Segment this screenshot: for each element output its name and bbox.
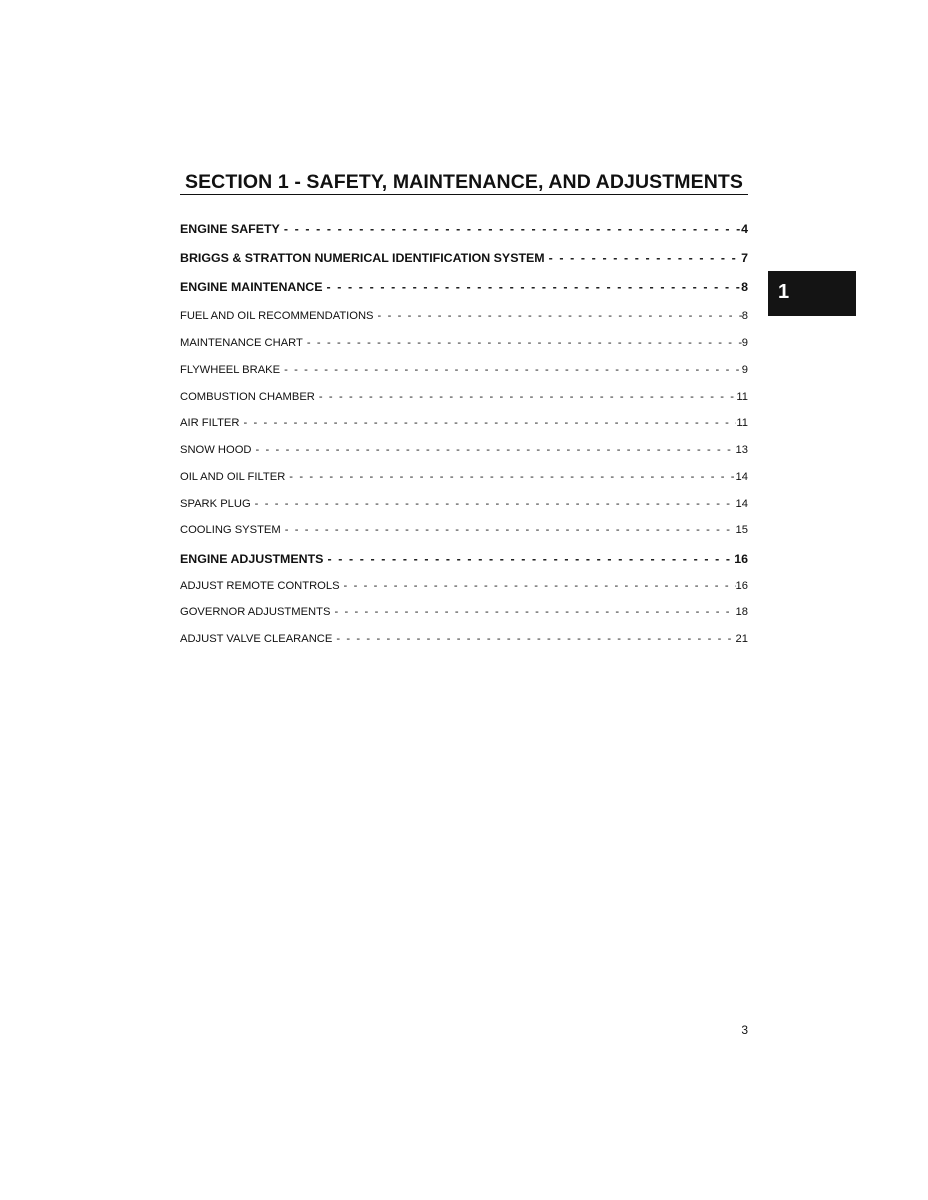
toc-dot-leader	[303, 335, 742, 351]
toc-entry-page: 7	[741, 251, 748, 265]
toc-dot-leader	[323, 278, 742, 296]
toc-entry-adjust-valve-clearance[interactable]	[180, 631, 748, 647]
toc-entry-numerical-identification[interactable]	[180, 249, 748, 267]
toc-entry-label: ENGINE MAINTENANCE	[180, 280, 323, 294]
section-title-underline	[180, 194, 748, 195]
toc-dot-leader	[340, 578, 736, 594]
toc-entry-fuel-and-oil[interactable]	[180, 308, 748, 324]
toc-dot-leader	[332, 631, 735, 647]
toc-entry-label: GOVERNOR ADJUSTMENTS	[180, 606, 331, 618]
toc-entry-governor-adjustments[interactable]	[180, 604, 748, 620]
toc-entry-air-filter[interactable]	[180, 415, 748, 431]
toc-entry-page: 9	[741, 364, 748, 376]
toc-entry-label: AIR FILTER	[180, 417, 240, 429]
toc-entry-label: SNOW HOOD	[180, 444, 252, 456]
toc-entry-label: FLYWHEEL BRAKE	[180, 364, 281, 376]
toc-entry-page: 14	[735, 498, 748, 510]
toc-entry-label: BRIGGS & STRATTON NUMERICAL IDENTIFICATION SYSTEM	[180, 251, 545, 265]
toc-entry-flywheel-brake[interactable]	[180, 362, 748, 378]
toc-entry-page: 9	[741, 337, 748, 349]
toc-entry-page: 4	[741, 222, 748, 236]
toc-entry-page: 15	[735, 524, 748, 536]
toc-entry-page: 14	[735, 471, 748, 483]
toc-entry-label: OIL AND OIL FILTER	[180, 471, 286, 483]
toc-entry-label: COOLING SYSTEM	[180, 524, 281, 536]
toc-entry-page: 13	[735, 444, 748, 456]
toc-dot-leader	[323, 550, 734, 568]
toc-entry-engine-safety[interactable]	[180, 220, 748, 238]
toc-dot-leader	[285, 469, 735, 485]
toc-entry-maintenance-chart[interactable]	[180, 335, 748, 351]
toc-entry-page: 11	[736, 391, 748, 403]
toc-entry-label: COMBUSTION CHAMBER	[180, 391, 315, 403]
toc-entry-label: ENGINE SAFETY	[180, 222, 280, 236]
toc-entry-page: 16	[734, 552, 748, 566]
toc-entry-adjust-remote-controls[interactable]	[180, 578, 748, 594]
toc-dot-leader	[281, 522, 736, 538]
toc-dot-leader	[374, 308, 742, 324]
toc-dot-leader	[251, 496, 736, 512]
section-tab	[768, 271, 856, 316]
toc-entry-snow-hood[interactable]	[180, 442, 748, 458]
toc-entry-engine-maintenance[interactable]	[180, 278, 748, 296]
toc-entry-combustion-chamber[interactable]	[180, 389, 748, 405]
toc-entry-page: 18	[735, 606, 748, 618]
toc-dot-leader	[545, 249, 741, 267]
toc-entry-label: SPARK PLUG	[180, 498, 251, 510]
toc-entry-label: ADJUST REMOTE CONTROLS	[180, 580, 340, 592]
page-number: 3	[741, 1023, 748, 1037]
toc-entry-page: 11	[736, 417, 748, 429]
toc-dot-leader	[280, 220, 741, 238]
toc-entry-engine-adjustments[interactable]	[180, 550, 748, 568]
toc-entry-page: 16	[735, 580, 748, 592]
toc-entry-spark-plug[interactable]	[180, 496, 748, 512]
toc-dot-leader	[239, 415, 736, 431]
toc-dot-leader	[280, 362, 742, 378]
toc-entry-label: ENGINE ADJUSTMENTS	[180, 552, 324, 566]
toc-dot-leader	[315, 389, 736, 405]
toc-entry-page: 21	[735, 633, 748, 645]
toc-entry-label: FUEL AND OIL RECOMMENDATIONS	[180, 310, 374, 322]
toc-entry-label: MAINTENANCE CHART	[180, 337, 303, 349]
section-title: SECTION 1 - SAFETY, MAINTENANCE, AND ADJUSTMENTS	[184, 171, 744, 193]
section-tab-number: 1	[778, 281, 790, 303]
toc-entry-oil-and-oil-filter[interactable]	[180, 469, 748, 485]
toc-dot-leader	[251, 442, 735, 458]
toc-entry-label: ADJUST VALVE CLEARANCE	[180, 633, 333, 645]
toc-dot-leader	[330, 604, 735, 620]
toc-entry-cooling-system[interactable]	[180, 522, 748, 538]
toc-entry-page: 8	[741, 310, 748, 322]
toc-entry-page: 8	[741, 280, 748, 294]
